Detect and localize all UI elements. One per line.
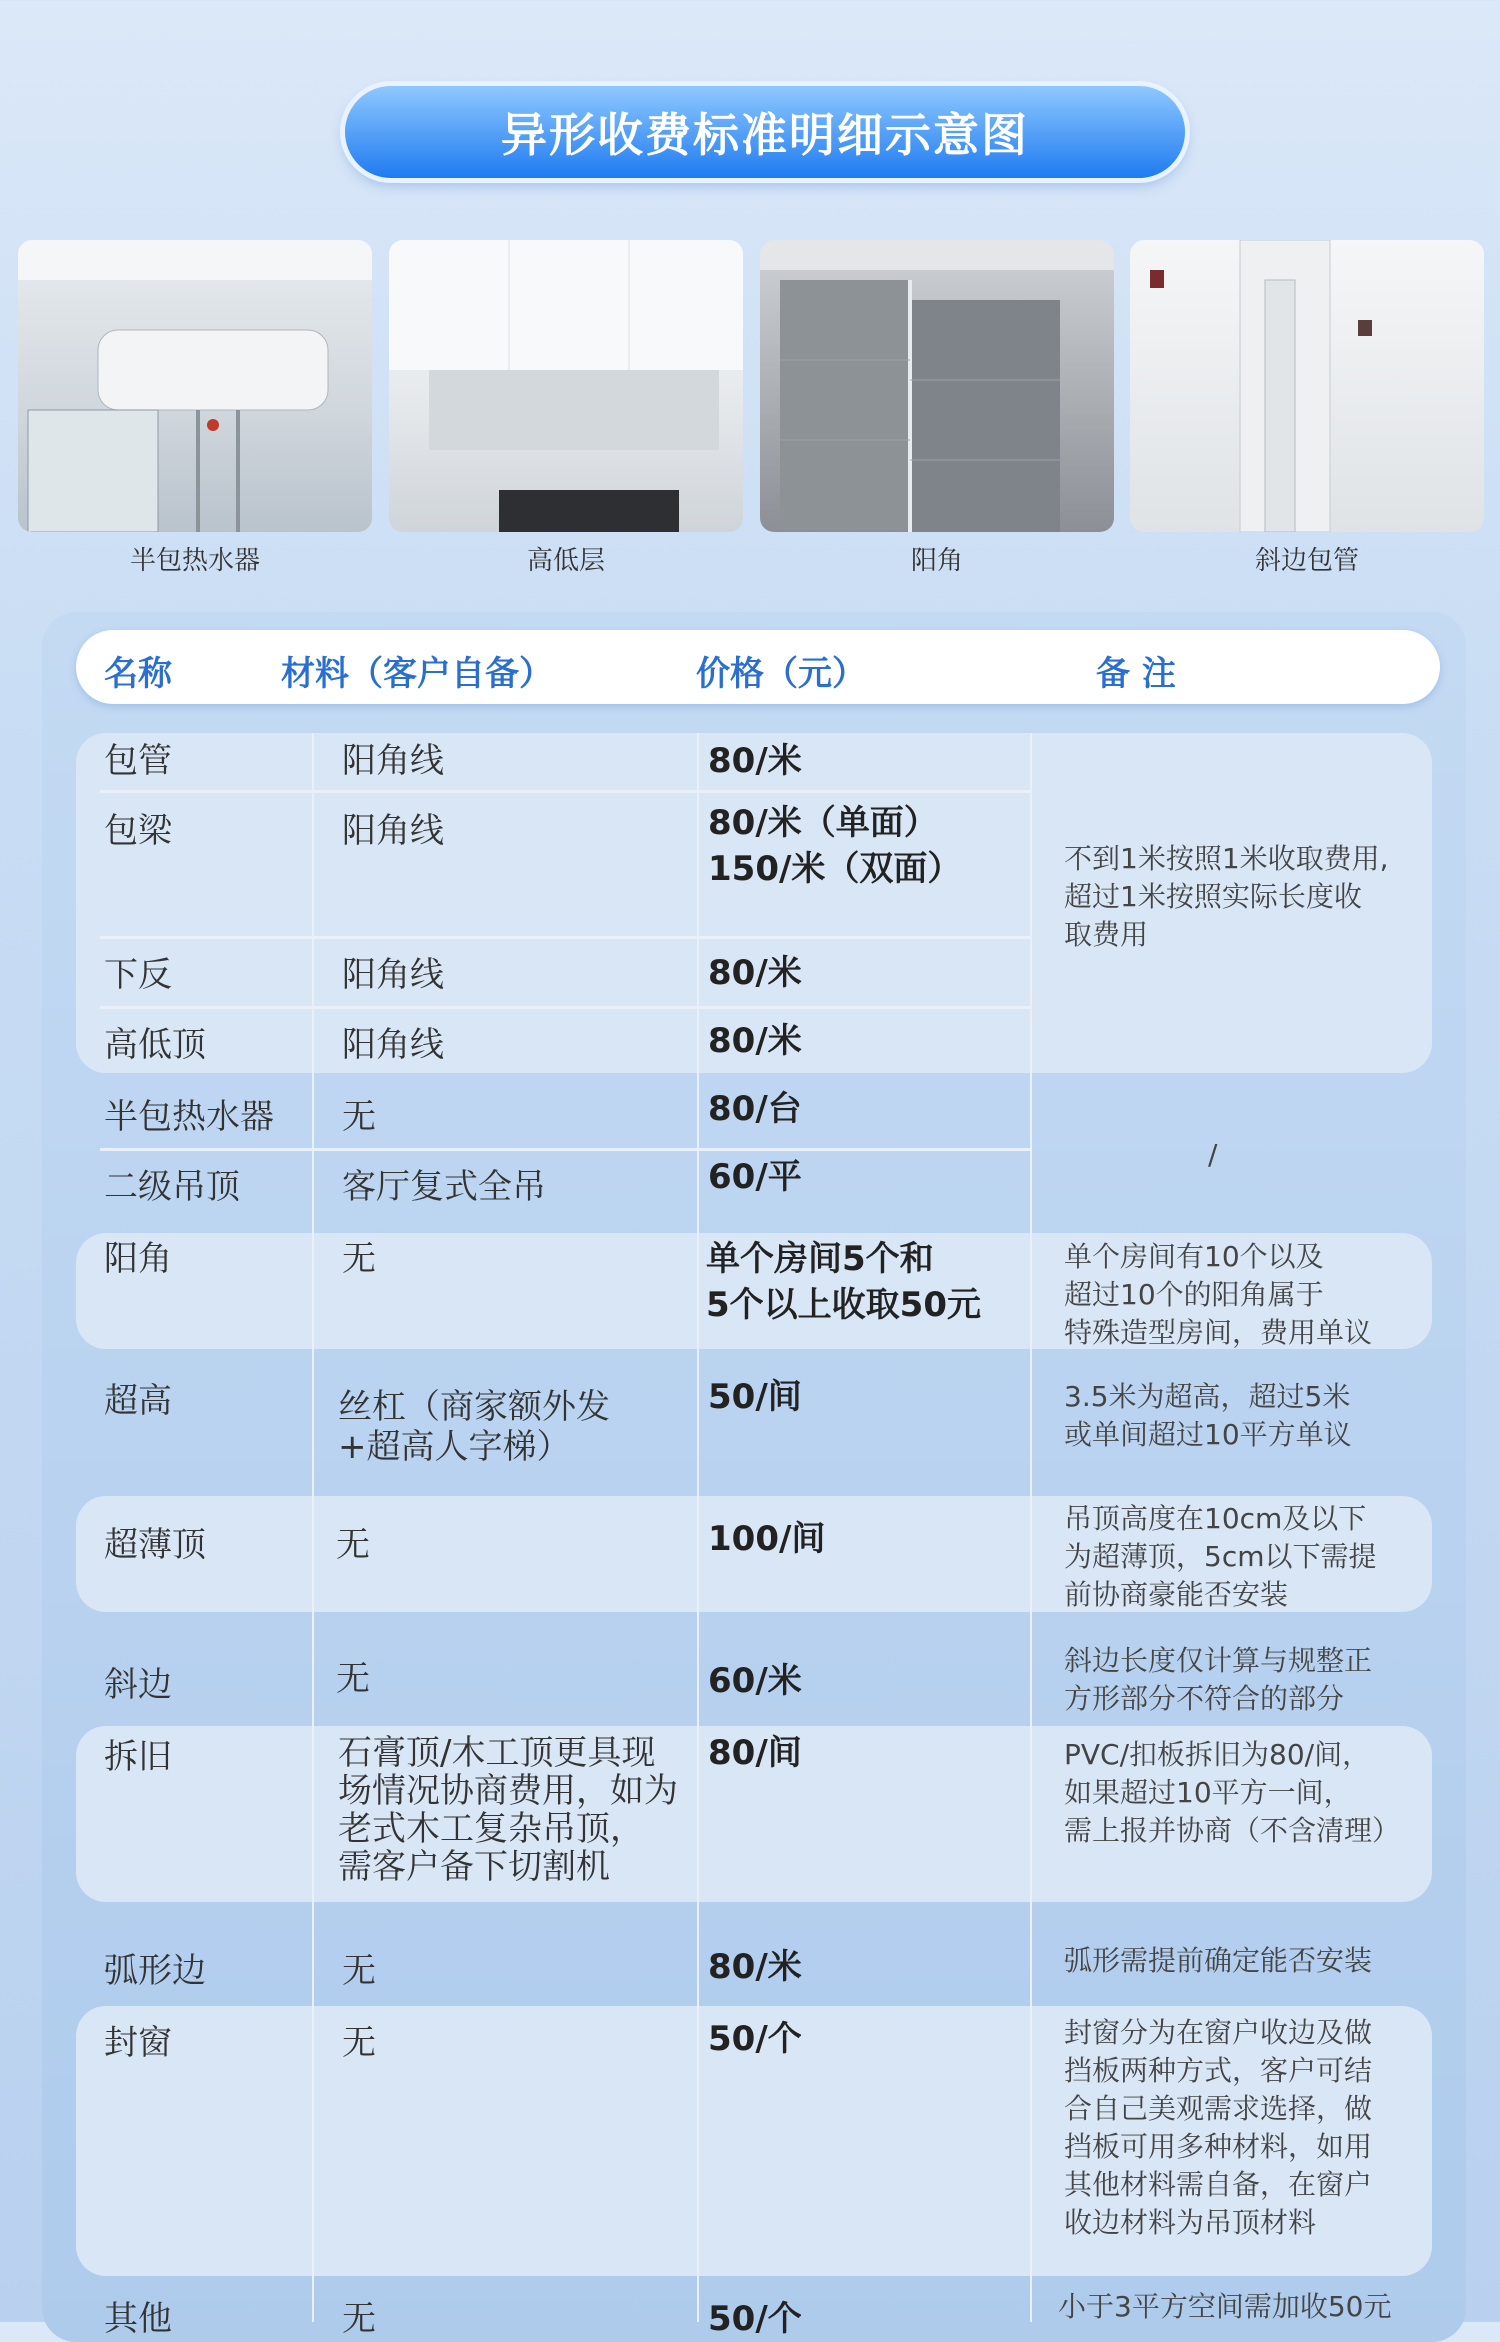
header-note: 备 注 (1096, 654, 1176, 694)
row-name: 其他 (104, 2299, 172, 2339)
row-material: 无 (342, 2023, 376, 2063)
note-yangjiao-line3: 特殊造型房间，费用单议 (1064, 1316, 1373, 1349)
row-name: 弧形边 (104, 1951, 206, 1991)
row-name: 二级吊顶 (104, 1167, 240, 1207)
note-chaijiu-line2: 如果超过10平方一间， (1064, 1776, 1352, 1809)
row-material: 无 (342, 1239, 376, 1279)
photo-caption: 斜边包管 (1254, 546, 1359, 576)
row-price: 80/台 (708, 1089, 802, 1129)
row-material-4: 需客户备下切割机 (338, 1847, 610, 1887)
note-group1-line2: 超过1米按照实际长度收 (1064, 880, 1362, 913)
table-header (76, 630, 1440, 704)
note-chaogao-line2: 或单间超过10平方单议 (1064, 1418, 1352, 1451)
photo-caption: 半包热水器 (129, 546, 260, 576)
row-divider (100, 1148, 1030, 1151)
row-material-2: 场情况协商费用，如为 (338, 1771, 678, 1811)
row-price: 100/间 (708, 1519, 826, 1559)
ceiling-illustration (389, 240, 743, 532)
note-group1-line3: 取费用 (1064, 918, 1149, 951)
row-name: 超高 (104, 1381, 172, 1421)
note-chaijiu-line3: 需上报并协商（不含清理） (1064, 1814, 1401, 1847)
note-chaobao-line2: 为超薄顶，5cm以下需提 (1064, 1540, 1377, 1573)
row-price: 80/间 (708, 1733, 802, 1773)
note-huxing: 弧形需提前确定能否安装 (1064, 1944, 1373, 1977)
row-material: 无 (342, 1951, 376, 1991)
note-fengchuang-line6: 收边材料为吊顶材料 (1064, 2206, 1317, 2239)
note-fengchuang-line3: 合自己美观需求选择，做 (1064, 2092, 1373, 2125)
row-price: 80/米 (708, 1947, 802, 1987)
photo-water-heater (18, 240, 372, 532)
note-group1-line1: 不到1米按照1米收取费用, (1064, 842, 1389, 875)
note-yangjiao-line1: 单个房间有10个以及 (1064, 1240, 1324, 1273)
row-material: 丝杠（商家额外发 (338, 1387, 610, 1427)
column-divider (1030, 733, 1032, 2322)
row-material: 阳角线 (342, 811, 444, 851)
row-price: 80/米 (708, 741, 802, 781)
header-price: 价格（元） (696, 654, 866, 694)
corner-tiles-illustration (760, 240, 1114, 532)
note-fengchuang-line5: 其他材料需自备，在窗户 (1064, 2168, 1373, 2201)
note-group2: / (1208, 1138, 1218, 1171)
row-price: 80/米（单面） (708, 803, 938, 843)
photo-caption: 高低层 (526, 546, 605, 576)
row-material: 无 (336, 1659, 370, 1699)
note-chaobao-line1: 吊顶高度在10cm及以下 (1064, 1502, 1367, 1535)
row-price: 50/间 (708, 1377, 802, 1417)
page-title-banner (345, 86, 1185, 178)
row-material: 阳角线 (342, 955, 444, 995)
note-xiebian-line2: 方形部分不符合的部分 (1064, 1682, 1345, 1715)
pipe-illustration (1130, 240, 1484, 532)
row-price: 60/米 (708, 1661, 802, 1701)
row-material: 阳角线 (342, 1025, 444, 1065)
row-material: 无 (342, 1097, 376, 1137)
row-price: 60/平 (708, 1157, 802, 1197)
row-material-3: 老式木工复杂吊顶， (338, 1809, 644, 1849)
row-divider (100, 936, 1030, 939)
photo-outer-corner (760, 240, 1114, 532)
note-chaijiu-line1: PVC/扣板拆旧为80/间， (1064, 1738, 1371, 1771)
note-fengchuang-line1: 封窗分为在窗户收边及做 (1064, 2016, 1373, 2049)
row-name: 封窗 (104, 2023, 172, 2063)
photo-diagonal-pipe (1130, 240, 1484, 532)
note-chaobao-line3: 前协商豪能否安装 (1064, 1578, 1289, 1611)
row-material: 无 (342, 2299, 376, 2339)
note-yangjiao-line2: 超过10个的阳角属于 (1064, 1278, 1324, 1311)
row-price: 单个房间5个和 (706, 1239, 934, 1279)
row-price: 50/个 (708, 2299, 802, 2339)
row-name: 高低顶 (104, 1025, 206, 1065)
row-name: 包管 (104, 741, 172, 781)
water-heater-illustration (18, 240, 372, 532)
photo-high-low-ceiling (389, 240, 743, 532)
row-material: 阳角线 (342, 741, 444, 781)
row-name: 斜边 (104, 1665, 172, 1705)
note-fengchuang-line4: 挡板可用多种材料，如用 (1064, 2130, 1373, 2163)
row-divider (100, 790, 1030, 793)
row-material: 无 (336, 1525, 370, 1565)
row-name: 超薄顶 (104, 1525, 206, 1565)
row-material: 客厅复式全吊 (342, 1167, 546, 1207)
row-material: 石膏顶/木工顶更具现 (338, 1733, 656, 1773)
row-price: 50/个 (708, 2019, 802, 2059)
row-name: 包梁 (104, 811, 172, 851)
column-divider (312, 733, 314, 2322)
row-price-2: 150/米（双面） (708, 849, 962, 889)
header-name: 名称 (104, 654, 172, 694)
note-chaogao-line1: 3.5米为超高，超过5米 (1064, 1380, 1351, 1413)
note-xiebian-line1: 斜边长度仅计算与规整正 (1064, 1644, 1373, 1677)
note-qita: 小于3平方空间需加收50元 (1058, 2290, 1392, 2323)
row-name: 阳角 (104, 1239, 172, 1279)
photo-caption: 阳角 (910, 546, 963, 576)
row-price-2: 5个以上收取50元 (706, 1285, 981, 1325)
row-price: 80/米 (708, 953, 802, 993)
row-divider (100, 1006, 1030, 1009)
row-price: 80/米 (708, 1021, 802, 1061)
row-material-2: +超高人字梯） (338, 1427, 571, 1467)
row-name: 下反 (104, 955, 172, 995)
column-divider (697, 733, 699, 2322)
row-name: 半包热水器 (104, 1097, 274, 1137)
note-fengchuang-line2: 挡板两种方式，客户可结 (1064, 2054, 1373, 2087)
row-name: 拆旧 (104, 1737, 172, 1777)
page-title: 异形收费标准明细示意图 (501, 108, 1029, 162)
header-material: 材料（客户自备） (281, 654, 553, 694)
